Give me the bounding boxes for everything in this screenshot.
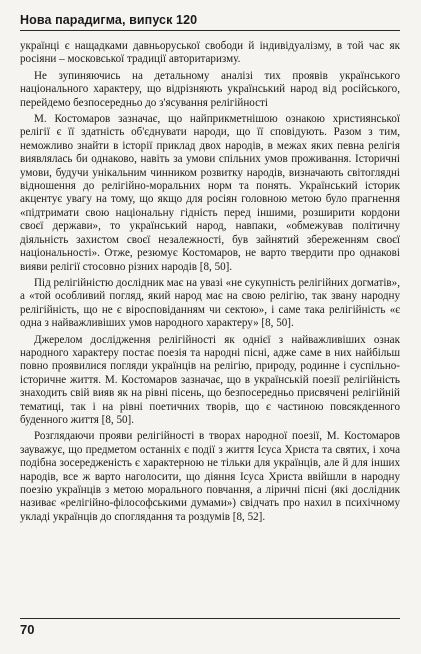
paragraph: українці є нащадками давньоруської свободи й індивідуалізму, в той час як росіяни – московської традиції авторитаризму. xyxy=(20,40,400,66)
page-number: 70 xyxy=(20,622,35,637)
running-header: Нова парадигма, випуск 120 xyxy=(20,13,400,31)
footer-divider xyxy=(20,618,400,619)
body-text xyxy=(20,40,400,527)
paragraph: Розглядаючи прояви релігійності в творах народної поезії, М. Костомаров зауважує, що предметом останніх є події з життя Ісуса Христа та святих, і хоча подібна зосередженість є характерною не тільки для українців, але й для інших народів, все ж варто наголосити, що діяння Ісуса Христа ввійшли в народну поезію українців з метою морального повчання, а ліричні пісні (які дослідник називає «релігійно-філософськими думами») свідчать про нахил в психічному укладі українців до споглядання та роздумів [8, 52]. xyxy=(20,430,400,523)
paragraph: Джерелом дослідження релігійності як однієї з найважливіших ознак народного характеру постає поезія та народні пісні, адже саме в них найбільш повно проявилися погляди українців на релігію, природу, родинне і суспільно-історичне життя. М. Костомаров зазначає, що в українській поезії релігійність знаходить свій вияв як на рівні пісень, що безпосередньо присвячені релігійній тематиці, так і на рівні поетичних творів, що є частиною повсякденного буденного життя [8, 50]. xyxy=(20,333,400,426)
paragraph: Не зупиняючись на детальному аналізі тих проявів українського національного характеру, що відрізняють український народ від російського, перейдемо безпосередньо до з'ясування релігійності xyxy=(20,69,400,109)
paragraph: Під релігійністю дослідник має на увазі «не сукупність релігійних догматів», а «той особливий погляд, який народ має на свою релігію, так звану народну релігійність, що не є віросповіданням чи сектою», і саме така релігійність «є одна з найважливіших умов народного характеру» [8, 50]. xyxy=(20,276,400,330)
paragraph: М. Костомаров зазначає, що найприкметнішою ознакою християнської релігії є її здатність об'єднувати народи, що її сповідують. Разом з тим, неможливо знайти в історії приклад двох народів, в межах яких певна релігія виявлялась би однаково, навіть за умови спільних умов проживання. Історичні умови, будучи унікальним чинником розвитку народів, визначають світоглядні відношення до релігійно-моральних норм та понять. Український історик акцентує увагу на тому, що якщо для росіян головною метою було прагнення «підтримати свою національну гідність перед іншими, розширити кордони своєї держави», то український народ, навпаки, «обмежував політичну діяльність захистом своєї незалежності, був зайнятий збереженням своєї національності». Отже, резюмує Костомаров, не варто твердити про однакові вияви релігії стосовно різних народів [8, 50]. xyxy=(20,113,400,273)
